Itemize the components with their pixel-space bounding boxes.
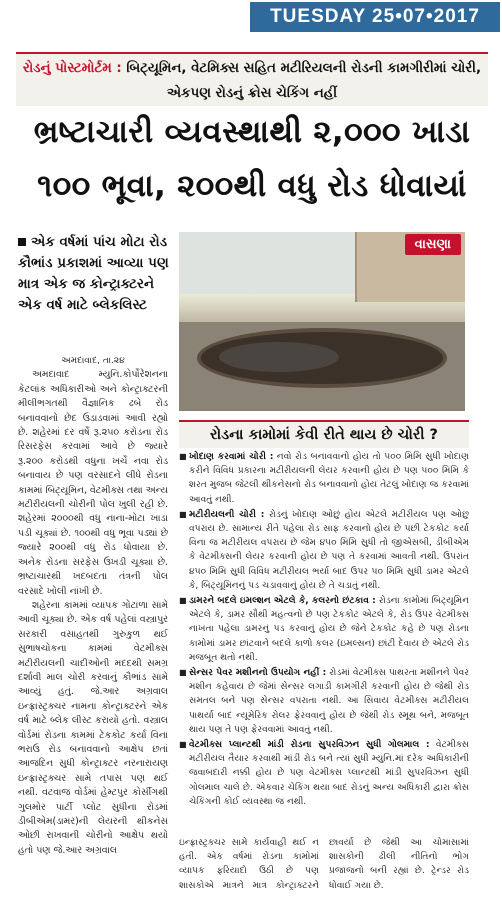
photo-location-badge: વાસણા [405,234,461,255]
box-item [179,738,469,809]
article-paragraph: અમદાવાદ મ્યુનિ.કોર્પોરેશનના કેટલાંક અધિકારીઓ અને કોન્ટ્રાક્ટરની મીલીભગતથી વૈજ્ઞાનિક ઢબે રોડ બનાવવાનો છેદ ઉડાડવામાં આવી રહ્યો છે. શહેરમાં દર વર્ષે રૂ.૨૫૦ કરોડના રોડ રિસરફેસ કરવામાં આવે છે જ્યારે રૂ.૨૦૦ કરોડથી વધુના ખર્ચે નવા રોડ બનાવાય છે પણ વરસાદને લીધે રોડના કામમાં બિટ્યૂમિન, વેટમીક્સ તથા અન્ય મટીરીયલની ચોરીની પોલ ખુલી રહી છે. શહેરમાં ૨૦૦૦થી વધુ નાના-મોટા ખાડા પડી ચૂક્યાં છે. ૧૦૦થી વધુ ભૂવા પડ્યાં છે જ્યારે ૨૦૦થી વધુ રોડ ધોવાયા છે. અનેક રોડના સરફેસ ઉખડી ચૂક્યા છે. ભ્રષ્ટાચારથી ખદબદતા તંત્રની પોલ વરસાદે ખોલી નાંખી છે. [18,369,168,597]
headline-line-2: ૧૦૦ ભૂવા, ૨૦૦થી વધુ રોડ ધોવાયાં [37,168,467,204]
box-item-text: વેટમીક્સ મટીરીયલ તૈયાર કરવાથી માંડી રોડ બને ત્યાં સુધી મ્યુનિ.માં દરેક અધિકારીની જવાબદારી નક્કી હોય છે પણ વેટમીક્સ પ્લાન્ટથી માંડી સુપરવિઝન સુધી ગોલમાલ ચાલે છે. એકવાર ચેકિંગ થયા બાદ રોડનું અન્ય અધિકારી દ્વારા ક્રોસ ચેકિંગની કોઈ વ્યવસ્થા જ નથી. [189,740,469,807]
box-item-text: રોડનું ખોદાણ ઓછું હોય એટલે મટીરીયલ પણ ઓછુ વપરાય છે. સામાન્ય રીતે પહેલા રોડ સાફ કરવાનો હોય છે પછી ટેકકોટ કર્યા વિના જ મટીરીયલ વપરાય છે જેમ ૪૫૦ મિમિ સુધી તો જીએસબી, ડીબીએમ કે વેટમીક્સની લેયર કરવાની હોય છે પણ તે કરવામાં આવતી નથી. ઉપરાંત ૪૫૦ મિમિ સુધી વિવિધ મટીરીયલ ભર્યા બાદ ઉપર ૫૦ મિમિ સુધી ડામર એટલે કે, બિટ્યૂમિનનું પડ ચડાવવાનું હોય છે તે ચડાતું નથી. [189,509,469,591]
box-body [179,450,469,830]
left-article-column [18,354,168,858]
subheadline-text: એક વર્ષમાં પાંચ મોટા રોડ કૌભાંડ પ્રકાશમાં આવ્યા પણ માત્ર એક જ કોન્ટ્રાક્ટરને એક વર્ષ માટે બ્લેકલિસ્ટ [18,234,169,313]
box-item-text: રોડના કામોમાં બિટ્યૂમિન એટલે કે, ડામર સૌથી મહત્વનો છે પણ ટેકકોટ એટલે કે, રોડ ઉપર વેટમીક્સ નાખતા પહેલા ડામરનું પડ કરવાનું હોય છે જેને ટેકકોટ કહે છે પણ રોડના કામોમાં ડામર છાંટવાને બદલે કાળો કલર (ઇમલ્સન) છાંટી દેવાય છે એટલે રોડ મજબૂત થતો નથી. [189,596,469,663]
dateline-place: અમદાવાદ, તા.૨૪ [61,356,125,366]
box-item [179,594,469,665]
box-item-label: સેન્સર પેવર મશીનનો ઉપયોગ નહીં : [189,668,327,679]
kicker-text: બિટ્યૂમિન, વેટમિક્સ સહિત મટીરિયલની રોડની કામગીરીમાં ચોરી, એકપણ રોડનું ક્રોસ ચેકિંગ નહીં [121,61,482,101]
box-item [179,666,469,737]
box-title: રોડના કામોમાં કેવી રીતે થાય છે ચોરી ? [179,420,469,448]
box-item-label: મટીરીયલની ચોરી : [189,509,265,520]
kicker-label: રોડનું પોસ્ટમોર્ટમ : [22,61,122,76]
box-item-label: ખોદાણ કરવામાં ચોરી : [189,452,274,462]
date-banner: TUESDAY 25•07•2017 [250,2,500,32]
kicker [16,52,488,106]
subheadline [18,232,170,316]
headline-line-1: ભ્રષ્ટાચારી વ્યવસ્થાથી ૨,૦૦૦ ખાડા [33,114,471,150]
photo-water [219,342,339,372]
article-paragraph: શહેરના કામમાં વ્યાપક ગોટાળા સામે આવી ચૂક્યા છે. એક વર્ષ પહેલાં વસ્ત્રાપુર સરકારી વસાહતથી ગુરુકુળ થઈ સુભાષચોકના કામમાં વેટમીક્સ મટીરીયલની ચાદીઓની મદદથી સમગ્ર દર્શાવી માલ ચોરી કરવાનું કૌભાંડ સામે આવ્યું હતું. જે.આર અગ્રવાલ ઇન્ફ્રાસ્ટ્રક્ચર નામના કોન્ટ્રાક્ટરને એક વર્ષ માટે બ્લેક લીસ્ટ કરાયો હતો. વસ્ત્રાલ વોર્ડમાં રોડના કામમાં ટેકકોટ કર્યા વિના ભરાઉ રોડ બનાવવાનો આક્ષેપ છતાં આજદિન સુધી કોન્ટ્રાક્ટર નરનારાયણ ઇન્ફ્રાસ્ટ્રક્ચર સામે તપાસ પણ થઈ નથી. વટવાજ વોર્ડમાં હેમ્ટપુર કોર્સીગથી ગુલમોર પાર્ટી પ્લોટ સુધીના રોડમાં ડીબીએમ(ડામર)ની લેયરની થીકનેસ ઓછી રાખવાની ચોરીનો આક્ષેપ થયો હતો પણ જે.આર અગ્રવાલ [18,599,168,856]
news-photo [179,232,465,411]
bottom-article-text: ઇન્ફ્રાસ્ટ્રક્ચર સામે કાર્યવાહી થઈ ન હતી. એક વર્ષમાં રોડના કામોમાં વ્યાપક ફરિયાદો ઉઠી છે પણ શાસકોએ માત્રને માત્ર કોન્ટ્રાક્ટરને છાવર્યા છે જેથી આ ચોમાસામાં શાસકોની ઢીલી નીતિનો ભોગ પ્રજાજનો બની રહ્યાં છે. ટ્રેન્ડર રોડ ધોવાઈ ગયા છે. [179,838,469,891]
box-item [179,508,469,593]
box-item-text: નવો રોડ બનાવવાનો હોય તો ૫૦૦ મિમિ સુધી ખોદાણ કરીને વિવિધ પ્રકારના મટીરીયલની લેયર કરવાની હોય છે પણ ૫૦૦ મિમિ કે શરત મુજબ જેટલી થીકનેસનો રોડ બનાવવાનો હોય તેટલું ખોદાણ જ કરવામાં આવતું નથી. [189,452,470,505]
box-item [179,450,469,507]
box-item-label: વેટમીક્સ પ્લાન્ટથી માંડી રોડના સુપરવિઝન સુધી ગોલમાલ : [189,740,430,751]
box-item-label: ડામરને બદલે ઇમલ્શન એટલે કે, કલરનો છંટકાવ : [189,596,376,607]
box-item-text: રોડમાં વેટમીક્સ પાથરતા મશીનને પેવર મશીન કહેવાય છે જેમાં સેન્સર લગાડી કામગીરી કરવાની હોય છે જેથી રોડ સમતલ બને પણ સેન્સર વપરાતા નથી. આ સિવાય વેટમીક્સ મટીરીયલ પાથર્યા બાદ ન્યૂમેરિક રોલર ફેરવવાનું હોય છે જેથી રોડ સ્મૂથ બને, મજબૂત થાય પણ તે પણ ફેરવવામાં આવતું નથી. [189,668,469,735]
bullet-square-icon [18,238,26,246]
